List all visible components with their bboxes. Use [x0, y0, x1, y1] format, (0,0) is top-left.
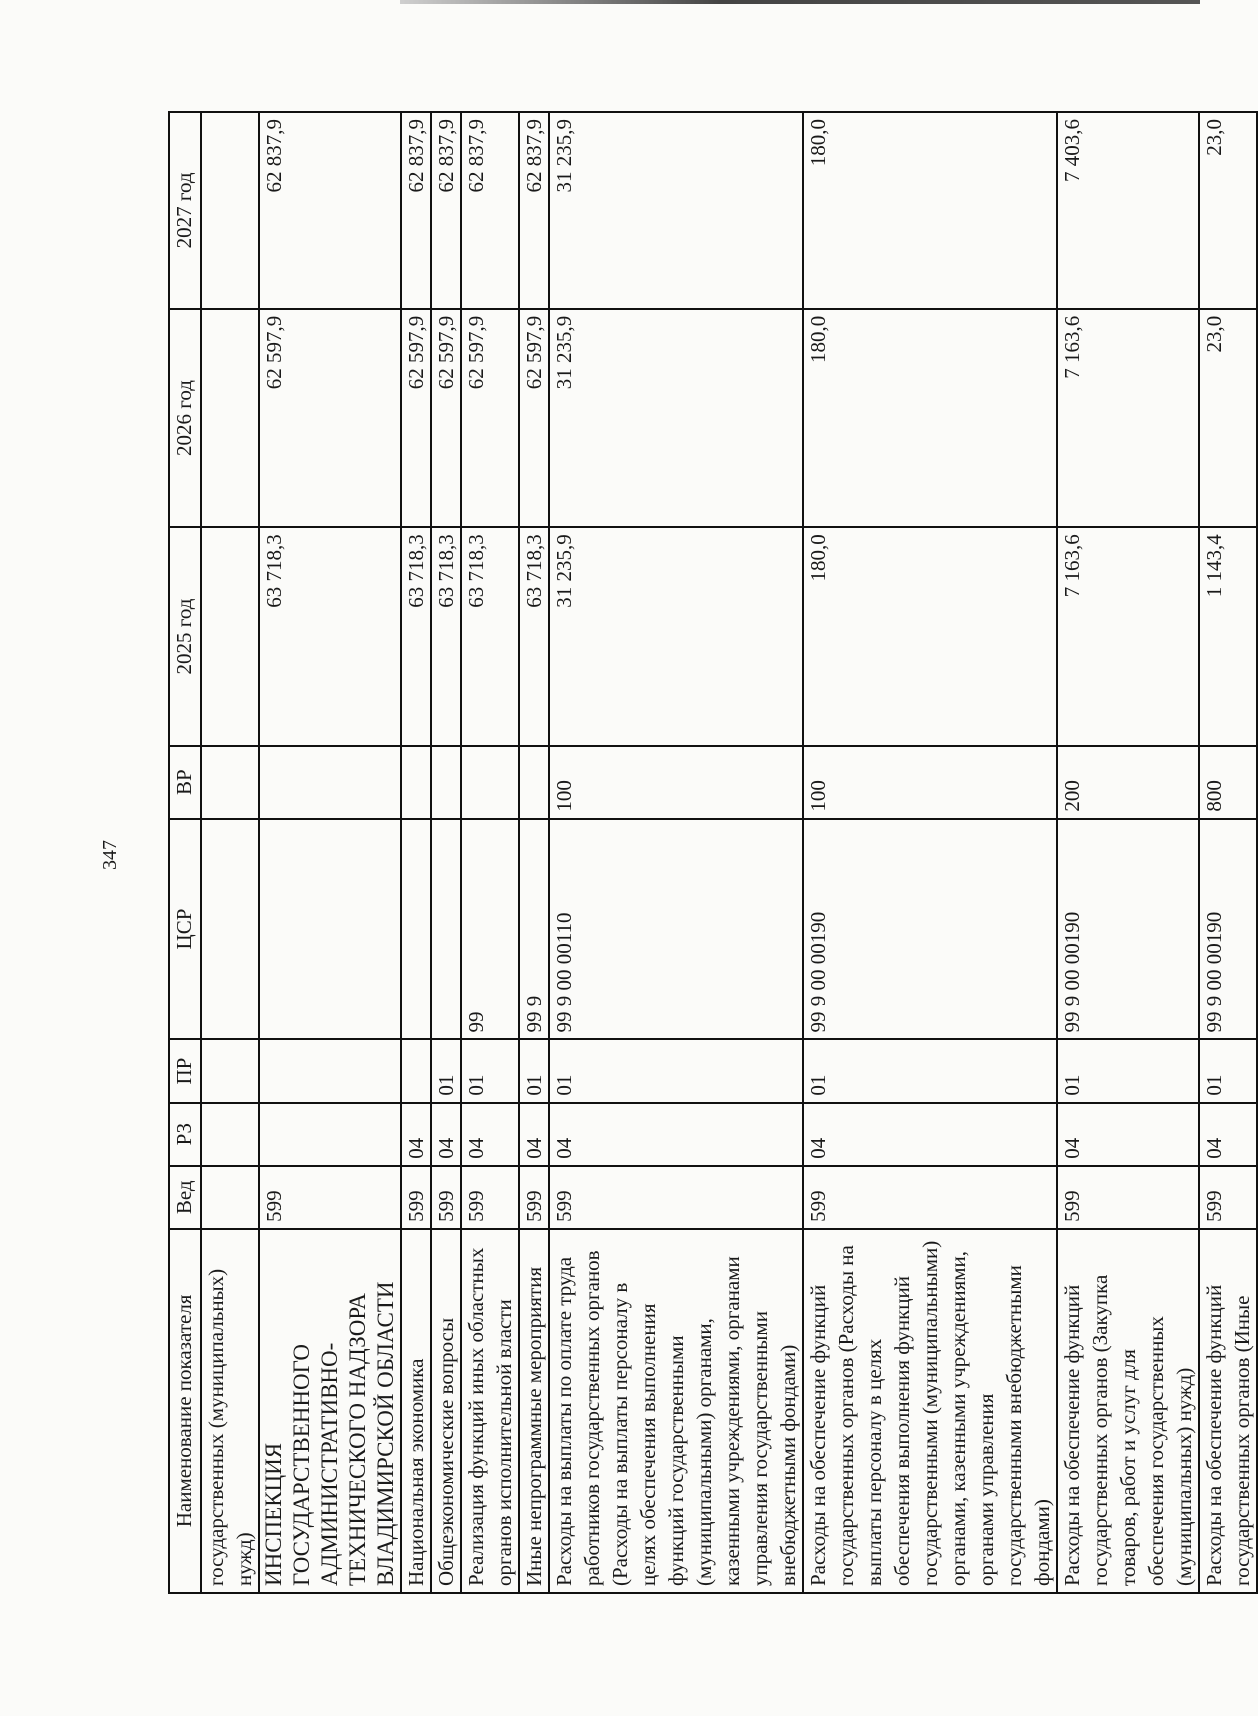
row-rz	[259, 1103, 401, 1166]
row-vr	[431, 746, 461, 819]
row-csr: 99 9 00 00190	[1057, 819, 1199, 1040]
row-pr: 01	[519, 1040, 549, 1103]
row-rz: 04	[401, 1103, 431, 1166]
row-2026: 23,0	[1199, 309, 1257, 528]
header-ved: Вед	[169, 1166, 201, 1229]
row-ved	[201, 1166, 259, 1229]
row-rz: 04	[549, 1103, 803, 1166]
row-2025	[201, 527, 259, 746]
row-ved: 599	[803, 1166, 1057, 1229]
row-pr	[401, 1040, 431, 1103]
row-name: государственных (муниципальных) нужд)	[201, 1229, 259, 1593]
row-name: Иные непрограммные мероприятия	[519, 1229, 549, 1593]
row-rz: 04	[1057, 1103, 1199, 1166]
table-row	[431, 112, 461, 1593]
row-vr: 100	[803, 746, 1057, 819]
row-pr	[259, 1040, 401, 1103]
table-row	[401, 112, 431, 1593]
header-rz: РЗ	[169, 1103, 201, 1166]
row-2027: 62 837,9	[431, 112, 461, 309]
row-rz	[201, 1103, 259, 1166]
header-vr: ВР	[169, 746, 201, 819]
row-pr: 01	[431, 1040, 461, 1103]
row-2027: 62 837,9	[461, 112, 519, 309]
row-pr: 01	[803, 1040, 1057, 1103]
row-vr	[519, 746, 549, 819]
row-name: Общеэкономические вопросы	[431, 1229, 461, 1593]
row-2025: 63 718,3	[461, 527, 519, 746]
ministry-name: ИНСПЕКЦИЯ ГОСУДАРСТВЕННОГО АДМИНИСТРАТИВНО-ТЕХНИЧЕСКОГО НАДЗОРА ВЛАДИМИРСКОЙ ОБЛАСТИ	[259, 1229, 401, 1593]
budget-table	[168, 111, 1258, 1594]
row-vr: 800	[1199, 746, 1257, 819]
row-csr: 99	[461, 819, 519, 1040]
row-ved: 599	[1199, 1166, 1257, 1229]
row-2026: 31 235,9	[549, 309, 803, 528]
header-csr: ЦСР	[169, 819, 201, 1040]
row-csr: 99 9 00 00110	[549, 819, 803, 1040]
row-csr: 99 9	[519, 819, 549, 1040]
row-2026	[201, 309, 259, 528]
row-2025: 63 718,3	[519, 527, 549, 746]
row-2027: 31 235,9	[549, 112, 803, 309]
row-ved: 599	[519, 1166, 549, 1229]
table-row	[519, 112, 549, 1593]
row-2025: 63 718,3	[401, 527, 431, 746]
row-rz: 04	[519, 1103, 549, 1166]
top-scan-edge	[400, 0, 1200, 4]
table-row	[549, 112, 803, 1593]
row-2027: 62 837,9	[401, 112, 431, 309]
row-ved: 599	[549, 1166, 803, 1229]
row-vr: 100	[549, 746, 803, 819]
header-2026: 2026 год	[169, 309, 201, 528]
row-rz: 04	[461, 1103, 519, 1166]
row-rz: 04	[803, 1103, 1057, 1166]
row-2027: 62 837,9	[259, 112, 401, 309]
header-2027: 2027 год	[169, 112, 201, 309]
row-vr	[201, 746, 259, 819]
row-pr: 01	[461, 1040, 519, 1103]
row-csr	[259, 819, 401, 1040]
row-2026: 7 163,6	[1057, 309, 1199, 528]
row-vr: 200	[1057, 746, 1199, 819]
rotated-table-container	[168, 111, 1254, 1594]
header-name: Наименование показателя	[169, 1229, 201, 1593]
row-csr	[401, 819, 431, 1040]
table-row	[259, 112, 401, 1593]
row-csr: 99 9 00 00190	[803, 819, 1057, 1040]
row-rz: 04	[431, 1103, 461, 1166]
row-ved: 599	[431, 1166, 461, 1229]
row-pr: 01	[1199, 1040, 1257, 1103]
row-name: Расходы на выплаты по оплате труда работников государственных органов (Расходы на выплаты персоналу в целях обеспечения выполнения функций государственными (муниципальными) органами, казенными учреждениями, органами управления государственными внебюджетными фондами)	[549, 1229, 803, 1593]
row-vr	[461, 746, 519, 819]
row-name: Расходы на обеспечение функций государственных органов (Закупка товаров, работ и услуг для обеспечения государственных (муниципальных) нужд)	[1057, 1229, 1199, 1593]
row-2027	[201, 112, 259, 309]
row-2026: 180,0	[803, 309, 1057, 528]
row-name: Расходы на обеспечение функций государственных органов (Иные	[1199, 1229, 1257, 1593]
row-vr	[259, 746, 401, 819]
row-2025: 7 163,6	[1057, 527, 1199, 746]
row-pr	[201, 1040, 259, 1103]
row-2027: 180,0	[803, 112, 1057, 309]
row-2026: 62 597,9	[461, 309, 519, 528]
table-row	[1057, 112, 1199, 1593]
page-number: 347	[99, 840, 121, 870]
row-pr: 01	[1057, 1040, 1199, 1103]
header-pr: ПР	[169, 1040, 201, 1103]
row-name: Расходы на обеспечение функций государственных органов (Расходы на выплаты персоналу в целях обеспечения выполнения функций государственными (муниципальными) органами, казенными учреждениями, органами управления государственными внебюджетными фондами)	[803, 1229, 1057, 1593]
table-row	[461, 112, 519, 1593]
table-row	[201, 112, 259, 1593]
row-pr: 01	[549, 1040, 803, 1103]
row-2025: 1 143,4	[1199, 527, 1257, 746]
table-row	[803, 112, 1057, 1593]
header-2025: 2025 год	[169, 527, 201, 746]
row-ved: 599	[401, 1166, 431, 1229]
row-csr: 99 9 00 00190	[1199, 819, 1257, 1040]
row-2026: 62 597,9	[259, 309, 401, 528]
row-2026: 62 597,9	[401, 309, 431, 528]
row-name: Национальная экономика	[401, 1229, 431, 1593]
row-ved: 599	[1057, 1166, 1199, 1229]
row-2025: 180,0	[803, 527, 1057, 746]
row-2027: 23,0	[1199, 112, 1257, 309]
row-2025: 63 718,3	[431, 527, 461, 746]
row-csr	[201, 819, 259, 1040]
row-rz: 04	[1199, 1103, 1257, 1166]
row-2026: 62 597,9	[519, 309, 549, 528]
row-2025: 31 235,9	[549, 527, 803, 746]
row-2027: 62 837,9	[519, 112, 549, 309]
row-name: Реализация функций иных областных органов исполнительной власти	[461, 1229, 519, 1593]
table-row	[1199, 112, 1257, 1593]
row-csr	[431, 819, 461, 1040]
table-header-row	[169, 112, 201, 1593]
row-2025: 63 718,3	[259, 527, 401, 746]
row-vr	[401, 746, 431, 819]
row-2027: 7 403,6	[1057, 112, 1199, 309]
row-2026: 62 597,9	[431, 309, 461, 528]
row-ved: 599	[259, 1166, 401, 1229]
row-ved: 599	[461, 1166, 519, 1229]
